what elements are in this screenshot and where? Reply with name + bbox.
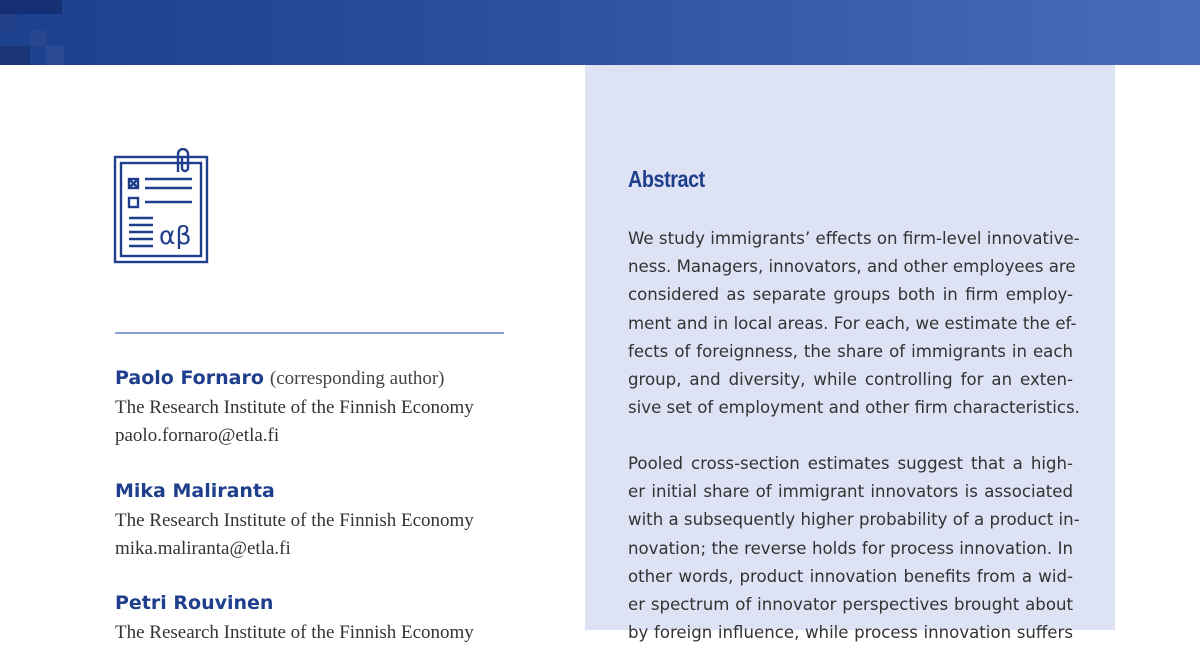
decorative-square [0, 46, 30, 65]
author-affiliation: The Research Institute of the Finnish Economy [115, 622, 474, 643]
author-name: Petri Rouvinen [115, 592, 274, 614]
author-role: (corresponding author) [269, 368, 445, 389]
abstract-line: ment and in local areas. For each, we estimate the ef- [628, 313, 1077, 333]
abstract-line: with a subsequently higher probability of a product in- [628, 510, 1080, 530]
author-affiliation: The Research Institute of the Finnish Economy [115, 510, 474, 531]
abstract-line: We study immigrants’ effects on firm-level innovative- [628, 229, 1080, 248]
abstract-paragraph-1 [628, 225, 1080, 422]
abstract-line: er initial share of immigrant innovators is associated [628, 482, 1073, 502]
author-name: Mika Maliranta [115, 480, 275, 502]
abstract-line: group, and diversity, while controlling for an exten- [628, 370, 1073, 390]
abstract-line: novation; the reverse holds for process innovation. In [628, 538, 1073, 558]
author-email[interactable]: paolo.fornaro@etla.fi [115, 425, 280, 446]
decorative-square [30, 30, 46, 46]
divider [115, 332, 504, 334]
abstract-heading: Abstract [628, 166, 705, 192]
abstract-line: considered as separate groups both in firm employ- [628, 285, 1073, 305]
author-name [115, 367, 445, 390]
icon-glyph-text: αβ [159, 221, 192, 250]
decorative-square [0, 14, 14, 30]
abstract-line: er spectrum of innovator perspectives brought about [628, 595, 1073, 615]
abstract-line: Pooled cross-section estimates suggest that a high- [628, 454, 1073, 473]
author-affiliation: The Research Institute of the Finnish Economy [115, 397, 474, 418]
abstract-paragraph-2 [628, 450, 1080, 647]
header-band [0, 0, 1200, 65]
decorative-square [46, 46, 64, 65]
decorative-square [0, 0, 62, 14]
abstract-line: other words, product innovation benefits from a wid- [628, 566, 1073, 586]
document-checklist-icon [112, 148, 212, 268]
abstract-line: ness. Managers, innovators, and other employees are [628, 257, 1076, 277]
abstract-line: by foreign influence, while process innovation suffers [628, 623, 1073, 643]
author-name-text: Paolo Fornaro [115, 367, 264, 389]
abstract-line: fects of foreignness, the share of immigrants in each [628, 341, 1073, 361]
author-email[interactable]: mika.maliranta@etla.fi [115, 538, 291, 559]
abstract-line: sive set of employment and other firm characteristics. [628, 398, 1080, 418]
